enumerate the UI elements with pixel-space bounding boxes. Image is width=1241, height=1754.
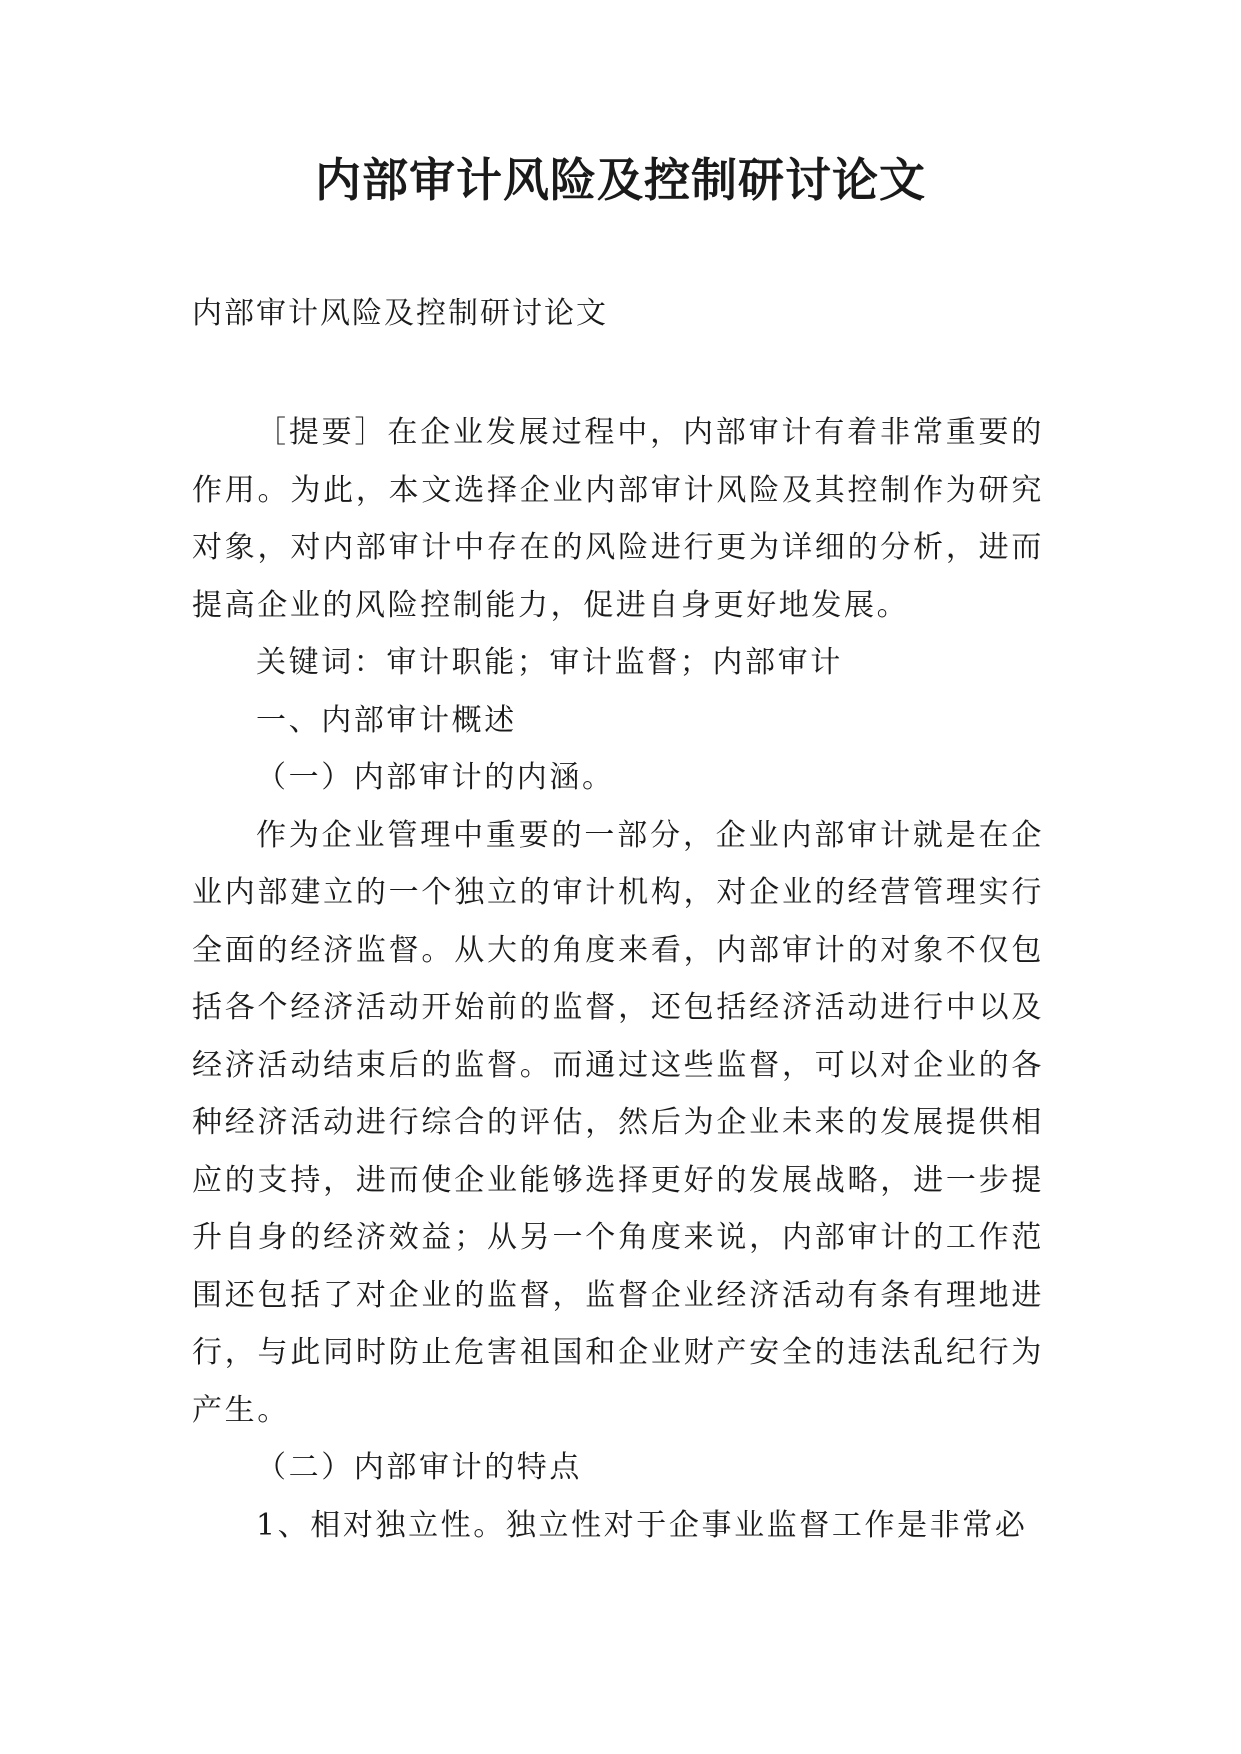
keywords-paragraph: 关键词：审计职能；审计监督；内部审计 (256, 645, 843, 680)
section-heading: 一、内部审计概述 (256, 702, 517, 738)
body-paragraph: 1、相对独立性。独立性对于企事业监督工作是非常必 (256, 1507, 1028, 1543)
document-subtitle: 内部审计风险及控制研讨论文 (192, 296, 608, 331)
subsection-heading: （二）内部审计的特点 (256, 1450, 582, 1485)
body-paragraph: 作为企业管理中重要的一部分，企业内部审计就是在企业内部建立的一个独立的审计机构，对企业的经营管理实行全面的经济监督。从大的角度来看，内部审计的对象不仅包括各个经济活动开始前的监督，还包括经济活动进行中以及经济活动结束后的监督。而通过这些监督，可以对企业的各种经济活动进行综合的评估，然后为企业未来的发展提供相应的支持，进而使企业能够选择更好的发展战略，进一步提升自身的经济效益；从另一个角度来说，内部审计的工作范围还包括了对企业的监督，监督企业经济活动有条有理地进行，与此同时防止危害祖国和企业财产安全的违法乱纪行为产生。 (192, 817, 1044, 1428)
document-title: 内部审计风险及控制研讨论文 (315, 153, 926, 207)
document-body (192, 404, 1044, 1554)
abstract-paragraph: ［提要］在企业发展过程中，内部审计有着非常重要的作用。为此，本文选择企业内部审计风险及其控制作为研究对象，对内部审计中存在的风险进行更为详细的分析，进而提高企业的风险控制能力，促进自身更好地发展。 (192, 415, 1044, 623)
subsection-heading: （一）内部审计的内涵。 (256, 760, 615, 795)
